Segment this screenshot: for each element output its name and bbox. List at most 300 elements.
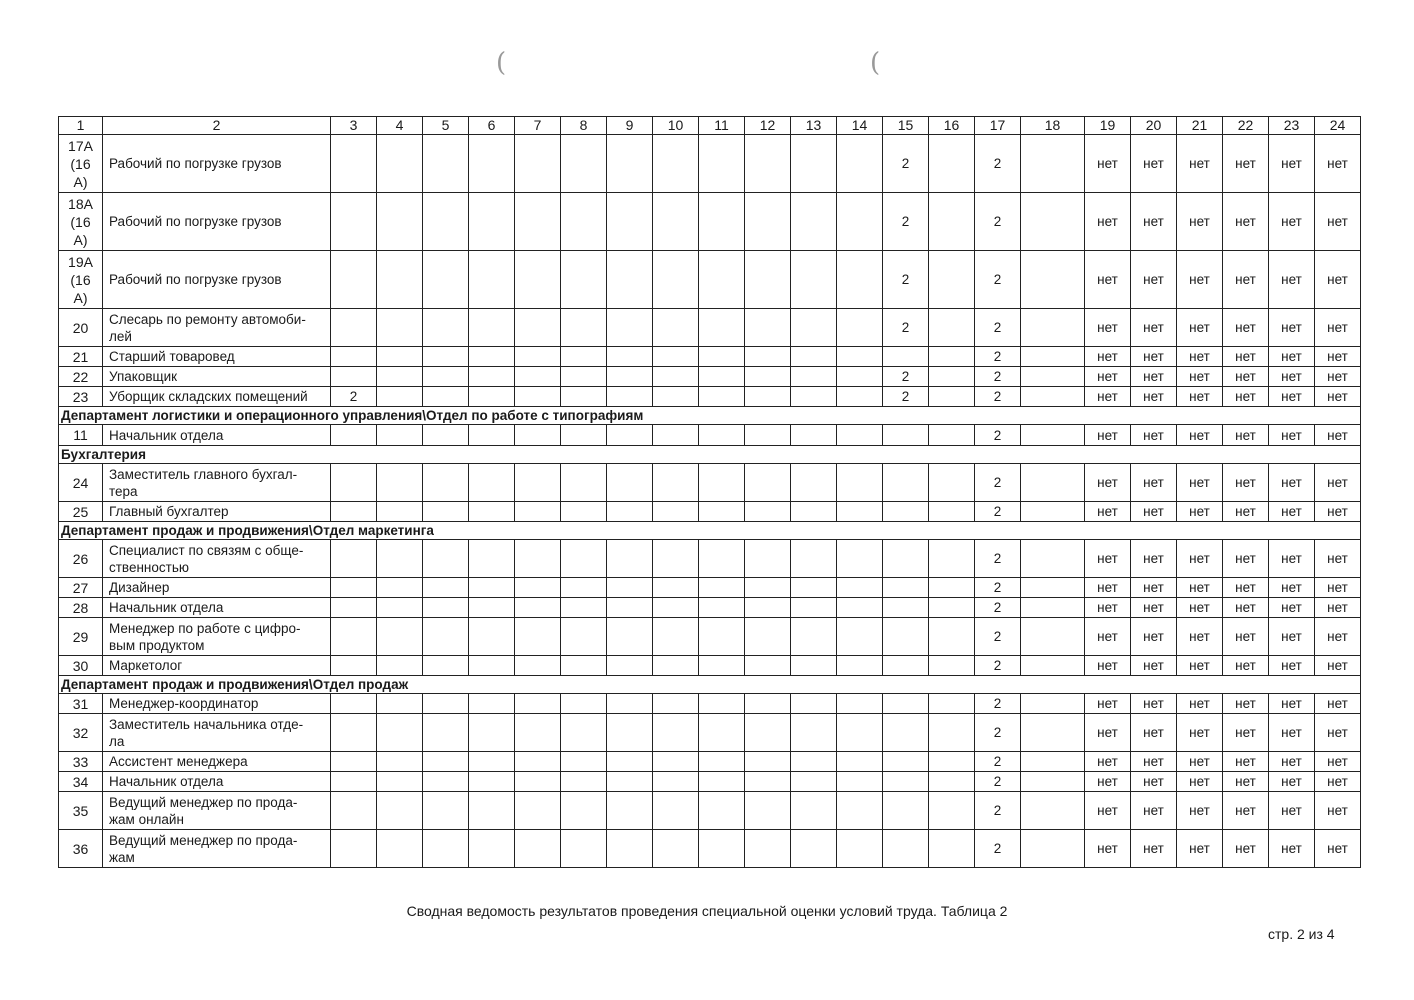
row-number: 36 — [59, 830, 103, 868]
row-number: 20 — [59, 309, 103, 347]
job-title: Начальник отдела — [103, 772, 331, 792]
cell-col-21: нет — [1177, 193, 1223, 251]
job-title: Ведущий менеджер по прода- жам — [103, 830, 331, 868]
cell-col-14 — [837, 309, 883, 347]
cell-col-22: нет — [1223, 309, 1269, 347]
cell-col-17: 2 — [975, 367, 1021, 387]
cell-col-16 — [929, 694, 975, 714]
cell-col-7 — [515, 502, 561, 522]
cell-col-13 — [791, 792, 837, 830]
cell-col-5 — [423, 502, 469, 522]
cell-col-20: нет — [1131, 387, 1177, 407]
cell-col-14 — [837, 694, 883, 714]
cell-col-8 — [561, 598, 607, 618]
column-header: 19 — [1085, 117, 1131, 135]
cell-col-23: нет — [1269, 387, 1315, 407]
cell-col-14 — [837, 464, 883, 502]
cell-col-9 — [607, 772, 653, 792]
cell-col-3 — [331, 251, 377, 309]
cell-col-20: нет — [1131, 694, 1177, 714]
cell-col-9 — [607, 251, 653, 309]
cell-col-17: 2 — [975, 714, 1021, 752]
cell-col-24: нет — [1315, 598, 1361, 618]
row-number: 17А (16 А) — [59, 135, 103, 193]
cell-col-10 — [653, 309, 699, 347]
cell-col-13 — [791, 193, 837, 251]
cell-col-14 — [837, 193, 883, 251]
cell-col-10 — [653, 367, 699, 387]
cell-col-3 — [331, 367, 377, 387]
cell-col-21: нет — [1177, 772, 1223, 792]
cell-col-22: нет — [1223, 792, 1269, 830]
cell-col-18 — [1021, 464, 1085, 502]
cell-col-21: нет — [1177, 367, 1223, 387]
cell-col-22: нет — [1223, 752, 1269, 772]
cell-col-14 — [837, 656, 883, 676]
cell-col-11 — [699, 830, 745, 868]
cell-col-7 — [515, 464, 561, 502]
column-header: 3 — [331, 117, 377, 135]
cell-col-23: нет — [1269, 752, 1315, 772]
cell-col-22: нет — [1223, 694, 1269, 714]
cell-col-16 — [929, 251, 975, 309]
cell-col-19: нет — [1085, 598, 1131, 618]
row-number: 23 — [59, 387, 103, 407]
cell-col-14 — [837, 540, 883, 578]
cell-col-15 — [883, 540, 929, 578]
cell-col-15: 2 — [883, 309, 929, 347]
cell-col-11 — [699, 618, 745, 656]
cell-col-9 — [607, 694, 653, 714]
cell-col-12 — [745, 792, 791, 830]
cell-col-4 — [377, 193, 423, 251]
cell-col-6 — [469, 656, 515, 676]
cell-col-7 — [515, 578, 561, 598]
cell-col-20: нет — [1131, 464, 1177, 502]
cell-col-19: нет — [1085, 656, 1131, 676]
cell-col-23: нет — [1269, 251, 1315, 309]
cell-col-4 — [377, 387, 423, 407]
cell-col-23: нет — [1269, 830, 1315, 868]
cell-col-8 — [561, 714, 607, 752]
cell-col-9 — [607, 464, 653, 502]
cell-col-24: нет — [1315, 464, 1361, 502]
cell-col-21: нет — [1177, 309, 1223, 347]
cell-col-23: нет — [1269, 193, 1315, 251]
cell-col-18 — [1021, 598, 1085, 618]
cell-col-3 — [331, 656, 377, 676]
job-title: Рабочий по погрузке грузов — [103, 135, 331, 193]
cell-col-17: 2 — [975, 347, 1021, 367]
cell-col-15 — [883, 656, 929, 676]
cell-col-10 — [653, 598, 699, 618]
cell-col-11 — [699, 714, 745, 752]
column-header: 18 — [1021, 117, 1085, 135]
job-title: Менеджер по работе с цифро- вым продуктом — [103, 618, 331, 656]
cell-col-24: нет — [1315, 830, 1361, 868]
cell-col-6 — [469, 792, 515, 830]
cell-col-8 — [561, 618, 607, 656]
cell-col-20: нет — [1131, 425, 1177, 446]
table-row — [59, 387, 1361, 407]
cell-col-14 — [837, 772, 883, 792]
cell-col-17: 2 — [975, 694, 1021, 714]
section-row — [59, 676, 1361, 694]
cell-col-9 — [607, 618, 653, 656]
job-title: Начальник отдела — [103, 425, 331, 446]
cell-col-4 — [377, 752, 423, 772]
cell-col-6 — [469, 387, 515, 407]
cell-col-8 — [561, 251, 607, 309]
cell-col-20: нет — [1131, 714, 1177, 752]
cell-col-8 — [561, 830, 607, 868]
job-title: Слесарь по ремонту автомоби- лей — [103, 309, 331, 347]
cell-col-4 — [377, 830, 423, 868]
cell-col-16 — [929, 714, 975, 752]
cell-col-22: нет — [1223, 830, 1269, 868]
cell-col-8 — [561, 578, 607, 598]
cell-col-21: нет — [1177, 714, 1223, 752]
cell-col-3 — [331, 135, 377, 193]
cell-col-21: нет — [1177, 502, 1223, 522]
cell-col-8 — [561, 347, 607, 367]
cell-col-4 — [377, 464, 423, 502]
cell-col-13 — [791, 387, 837, 407]
cell-col-12 — [745, 309, 791, 347]
cell-col-11 — [699, 792, 745, 830]
cell-col-13 — [791, 830, 837, 868]
cell-col-14 — [837, 598, 883, 618]
cell-col-9 — [607, 309, 653, 347]
cell-col-7 — [515, 347, 561, 367]
row-number: 19А (16 А) — [59, 251, 103, 309]
table-row — [59, 347, 1361, 367]
cell-col-7 — [515, 387, 561, 407]
job-title: Рабочий по погрузке грузов — [103, 193, 331, 251]
table-row — [59, 502, 1361, 522]
cell-col-4 — [377, 502, 423, 522]
table-row — [59, 656, 1361, 676]
column-header: 14 — [837, 117, 883, 135]
cell-col-18 — [1021, 387, 1085, 407]
cell-col-17: 2 — [975, 772, 1021, 792]
cell-col-21: нет — [1177, 694, 1223, 714]
page-number: стр. 2 из 4 — [1268, 926, 1335, 942]
cell-col-5 — [423, 367, 469, 387]
cell-col-7 — [515, 694, 561, 714]
cell-col-9 — [607, 540, 653, 578]
cell-col-11 — [699, 193, 745, 251]
column-header: 22 — [1223, 117, 1269, 135]
cell-col-21: нет — [1177, 347, 1223, 367]
cell-col-24: нет — [1315, 752, 1361, 772]
cell-col-15: 2 — [883, 251, 929, 309]
cell-col-12 — [745, 752, 791, 772]
cell-col-24: нет — [1315, 694, 1361, 714]
cell-col-9 — [607, 714, 653, 752]
cell-col-23: нет — [1269, 772, 1315, 792]
cell-col-23: нет — [1269, 598, 1315, 618]
cell-col-7 — [515, 830, 561, 868]
cell-col-20: нет — [1131, 792, 1177, 830]
job-title: Начальник отдела — [103, 598, 331, 618]
cell-col-5 — [423, 598, 469, 618]
cell-col-15: 2 — [883, 367, 929, 387]
cell-col-14 — [837, 618, 883, 656]
cell-col-9 — [607, 387, 653, 407]
cell-col-19: нет — [1085, 367, 1131, 387]
cell-col-8 — [561, 135, 607, 193]
cell-col-24: нет — [1315, 425, 1361, 446]
cell-col-11 — [699, 540, 745, 578]
cell-col-23: нет — [1269, 502, 1315, 522]
row-number: 35 — [59, 792, 103, 830]
job-title: Уборщик складских помещений — [103, 387, 331, 407]
cell-col-4 — [377, 792, 423, 830]
cell-col-13 — [791, 694, 837, 714]
cell-col-11 — [699, 752, 745, 772]
cell-col-8 — [561, 540, 607, 578]
cell-col-6 — [469, 464, 515, 502]
cell-col-14 — [837, 752, 883, 772]
cell-col-20: нет — [1131, 772, 1177, 792]
cell-col-12 — [745, 694, 791, 714]
cell-col-22: нет — [1223, 425, 1269, 446]
section-title: Департамент продаж и продвижения\Отдел маркетинга — [59, 522, 1361, 540]
cell-col-14 — [837, 714, 883, 752]
cell-col-21: нет — [1177, 540, 1223, 578]
cell-col-20: нет — [1131, 540, 1177, 578]
cell-col-17: 2 — [975, 387, 1021, 407]
cell-col-22: нет — [1223, 251, 1269, 309]
cell-col-8 — [561, 502, 607, 522]
column-header: 4 — [377, 117, 423, 135]
cell-col-24: нет — [1315, 251, 1361, 309]
cell-col-8 — [561, 772, 607, 792]
cell-col-10 — [653, 694, 699, 714]
cell-col-18 — [1021, 772, 1085, 792]
cell-col-12 — [745, 464, 791, 502]
cell-col-10 — [653, 578, 699, 598]
cell-col-7 — [515, 425, 561, 446]
cell-col-5 — [423, 193, 469, 251]
section-row — [59, 407, 1361, 425]
cell-col-12 — [745, 425, 791, 446]
cell-col-4 — [377, 694, 423, 714]
cell-col-20: нет — [1131, 367, 1177, 387]
cell-col-5 — [423, 656, 469, 676]
row-number: 31 — [59, 694, 103, 714]
cell-col-5 — [423, 425, 469, 446]
cell-col-13 — [791, 135, 837, 193]
cell-col-6 — [469, 598, 515, 618]
cell-col-13 — [791, 714, 837, 752]
cell-col-24: нет — [1315, 618, 1361, 656]
cell-col-23: нет — [1269, 540, 1315, 578]
job-title: Заместитель начальника отде- ла — [103, 714, 331, 752]
cell-col-4 — [377, 598, 423, 618]
cell-col-8 — [561, 425, 607, 446]
cell-col-10 — [653, 502, 699, 522]
cell-col-23: нет — [1269, 347, 1315, 367]
cell-col-16 — [929, 540, 975, 578]
cell-col-19: нет — [1085, 387, 1131, 407]
cell-col-5 — [423, 694, 469, 714]
cell-col-12 — [745, 387, 791, 407]
cell-col-23: нет — [1269, 792, 1315, 830]
cell-col-19: нет — [1085, 193, 1131, 251]
cell-col-19: нет — [1085, 772, 1131, 792]
column-header: 1 — [59, 117, 103, 135]
cell-col-3 — [331, 792, 377, 830]
cell-col-20: нет — [1131, 830, 1177, 868]
table-row — [59, 714, 1361, 752]
cell-col-20: нет — [1131, 347, 1177, 367]
cell-col-11 — [699, 578, 745, 598]
column-header: 7 — [515, 117, 561, 135]
cell-col-16 — [929, 752, 975, 772]
cell-col-7 — [515, 309, 561, 347]
cell-col-14 — [837, 387, 883, 407]
table-row — [59, 309, 1361, 347]
cell-col-6 — [469, 425, 515, 446]
cell-col-3 — [331, 425, 377, 446]
cell-col-17: 2 — [975, 598, 1021, 618]
cell-col-13 — [791, 464, 837, 502]
cell-col-12 — [745, 135, 791, 193]
cell-col-9 — [607, 792, 653, 830]
cell-col-15 — [883, 772, 929, 792]
cell-col-18 — [1021, 367, 1085, 387]
cell-col-16 — [929, 425, 975, 446]
cell-col-22: нет — [1223, 656, 1269, 676]
punch-hole-mark: ( — [870, 48, 881, 78]
cell-col-10 — [653, 792, 699, 830]
cell-col-12 — [745, 598, 791, 618]
column-header: 17 — [975, 117, 1021, 135]
cell-col-3 — [331, 309, 377, 347]
cell-col-9 — [607, 656, 653, 676]
cell-col-11 — [699, 425, 745, 446]
cell-col-12 — [745, 502, 791, 522]
cell-col-24: нет — [1315, 387, 1361, 407]
cell-col-5 — [423, 830, 469, 868]
cell-col-13 — [791, 367, 837, 387]
cell-col-17: 2 — [975, 656, 1021, 676]
cell-col-14 — [837, 251, 883, 309]
cell-col-18 — [1021, 714, 1085, 752]
cell-col-6 — [469, 694, 515, 714]
column-header: 16 — [929, 117, 975, 135]
table-row — [59, 251, 1361, 309]
column-header: 8 — [561, 117, 607, 135]
row-number: 24 — [59, 464, 103, 502]
cell-col-19: нет — [1085, 502, 1131, 522]
cell-col-19: нет — [1085, 464, 1131, 502]
cell-col-16 — [929, 578, 975, 598]
cell-col-11 — [699, 464, 745, 502]
cell-col-4 — [377, 135, 423, 193]
cell-col-11 — [699, 367, 745, 387]
cell-col-20: нет — [1131, 618, 1177, 656]
cell-col-7 — [515, 598, 561, 618]
cell-col-7 — [515, 752, 561, 772]
cell-col-22: нет — [1223, 193, 1269, 251]
cell-col-7 — [515, 193, 561, 251]
cell-col-20: нет — [1131, 502, 1177, 522]
cell-col-22: нет — [1223, 135, 1269, 193]
cell-col-17: 2 — [975, 425, 1021, 446]
cell-col-10 — [653, 540, 699, 578]
cell-col-3 — [331, 714, 377, 752]
column-header: 6 — [469, 117, 515, 135]
cell-col-22: нет — [1223, 347, 1269, 367]
cell-col-13 — [791, 772, 837, 792]
cell-col-18 — [1021, 830, 1085, 868]
table-row — [59, 464, 1361, 502]
cell-col-20: нет — [1131, 656, 1177, 676]
cell-col-13 — [791, 347, 837, 367]
cell-col-24: нет — [1315, 714, 1361, 752]
sout-summary-table — [58, 116, 1361, 868]
table-row — [59, 752, 1361, 772]
job-title: Ассистент менеджера — [103, 752, 331, 772]
cell-col-7 — [515, 618, 561, 656]
cell-col-11 — [699, 387, 745, 407]
cell-col-24: нет — [1315, 540, 1361, 578]
cell-col-12 — [745, 251, 791, 309]
cell-col-6 — [469, 193, 515, 251]
column-header: 20 — [1131, 117, 1177, 135]
cell-col-5 — [423, 347, 469, 367]
row-number: 28 — [59, 598, 103, 618]
cell-col-19: нет — [1085, 694, 1131, 714]
cell-col-5 — [423, 792, 469, 830]
cell-col-4 — [377, 714, 423, 752]
cell-col-7 — [515, 772, 561, 792]
cell-col-15 — [883, 618, 929, 656]
column-header: 21 — [1177, 117, 1223, 135]
cell-col-22: нет — [1223, 598, 1269, 618]
job-title: Менеджер-координатор — [103, 694, 331, 714]
cell-col-4 — [377, 309, 423, 347]
cell-col-9 — [607, 347, 653, 367]
table-row — [59, 598, 1361, 618]
cell-col-24: нет — [1315, 578, 1361, 598]
cell-col-10 — [653, 714, 699, 752]
cell-col-15 — [883, 578, 929, 598]
cell-col-11 — [699, 694, 745, 714]
job-title: Старший товаровед — [103, 347, 331, 367]
cell-col-16 — [929, 598, 975, 618]
cell-col-6 — [469, 502, 515, 522]
cell-col-17: 2 — [975, 309, 1021, 347]
table-row — [59, 694, 1361, 714]
cell-col-5 — [423, 752, 469, 772]
column-header: 12 — [745, 117, 791, 135]
cell-col-19: нет — [1085, 309, 1131, 347]
cell-col-6 — [469, 578, 515, 598]
cell-col-17: 2 — [975, 792, 1021, 830]
cell-col-12 — [745, 367, 791, 387]
cell-col-10 — [653, 464, 699, 502]
cell-col-7 — [515, 714, 561, 752]
cell-col-19: нет — [1085, 618, 1131, 656]
cell-col-15 — [883, 752, 929, 772]
cell-col-15 — [883, 714, 929, 752]
cell-col-22: нет — [1223, 387, 1269, 407]
cell-col-8 — [561, 752, 607, 772]
